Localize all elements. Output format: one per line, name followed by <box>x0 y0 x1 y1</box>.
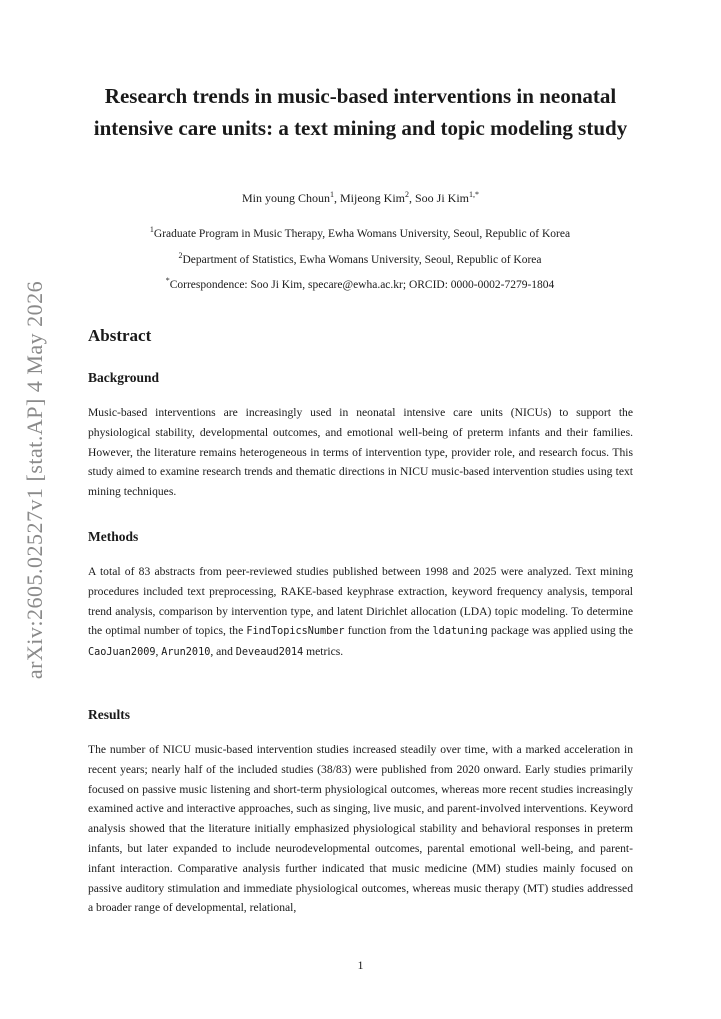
author-list: Min young Choun$^1$, Mijeong Kim$^2$, Soo Ji Kim$^{1,*}$ <box>241 190 480 205</box>
code-metric-name: Deveaud2014 <box>235 647 304 659</box>
code-package-name: ldatuning <box>432 626 488 638</box>
methods-heading: Methods <box>88 529 139 544</box>
background-paragraph: Music-based interventions are increasingly used in neonatal intensive care units (NICUs) to support the physiological stability, developmental outcomes, and emotional well-being of preterm infants and their families. However, the literature remains heterogeneous in terms of intervention type, provider role, and research focus. This study aimed to examine research trends and thematic directions in NICU music-based intervention studies using text mining techniques. <box>88 406 633 499</box>
affiliation-mark: 1,* <box>469 190 480 199</box>
affiliation-text: Graduate Program in Music Therapy, Ewha Womans University, Seoul, Republic of Korea <box>153 228 571 240</box>
methods-text: , <box>155 645 162 659</box>
arxiv-identifier: arXiv:2605.02527v1 [stat.AP] 4 May 2026 <box>22 280 47 680</box>
methods-text: , and <box>210 645 236 659</box>
background-heading: Background <box>88 370 160 385</box>
paper-title: Research trends in music-based interventions in neonatal intensive care units: a text mining and topic modeling study <box>93 84 628 140</box>
author-name: Mijeong Kim <box>340 191 405 205</box>
results-paragraph: The number of NICU music-based intervention studies increased steadily over time, with a marked acceleration in recent years; nearly half of the included studies (38/83) were published from 2020 onward. Early studies primarily focused on passive music listening and short-term physiological outcomes, whereas more recent studies increasingly examined active and interactive approaches, such as singing, live music, and parent-involved interventions. Keyword analysis showed that the literature initially emphasized physiological stability and behavioral responses in preterm infants, but later expanded to include neurodevelopmental outcomes, parental emotional well-being, and parent-infant interaction. Comparative analysis further indicated that music medicine (MM) studies mainly focused on passive auditory stimulation and immediate physiological outcomes, whereas music therapy (MT) studies addressed a broader range of developmental, relational, <box>88 743 633 915</box>
affiliation-text: Department of Statistics, Ewha Womans University, Seoul, Republic of Korea <box>182 254 542 266</box>
page-number: 1 <box>357 958 364 972</box>
methods-paragraph <box>88 562 633 663</box>
affiliation-line <box>60 252 660 268</box>
affiliation-line <box>60 226 660 242</box>
correspondence-text: Correspondence: Soo Ji Kim, specare@ewha.ac.kr; ORCID: 0000-0002-7279-1804 <box>169 279 555 291</box>
methods-text: package was applied using the <box>487 624 633 638</box>
affiliation-mark: 2 <box>178 251 183 261</box>
methods-text: metrics. <box>303 645 344 659</box>
affiliation-mark: * <box>165 276 170 286</box>
methods-text: A total of 83 abstracts from peer-reviewed studies published between 1998 and 2025 were analyzed. Text mining procedures included text preprocessing, RAKE-based keyphrase extraction, keyword frequency analysis, temporal trend analysis, comparison by intervention type, and latent Dirichlet allocation (LDA) topic modeling. To determine the optimal number of topics, the <box>88 565 633 638</box>
affiliation-mark: 2 <box>405 190 409 199</box>
code-function-name: FindTopicsNumber <box>246 626 345 638</box>
author-name: Min young Choun <box>241 191 330 205</box>
author-name: Soo Ji Kim <box>415 191 470 205</box>
code-metric-name: CaoJuan2009 <box>88 647 156 659</box>
methods-text: function from the <box>344 624 433 638</box>
correspondence-line <box>60 277 660 293</box>
affiliation-mark: 1 <box>330 190 334 199</box>
abstract-heading: Abstract <box>88 326 152 345</box>
affiliation-mark: 1 <box>149 225 154 235</box>
code-metric-name: Arun2010 <box>161 647 211 659</box>
results-heading: Results <box>88 707 131 722</box>
